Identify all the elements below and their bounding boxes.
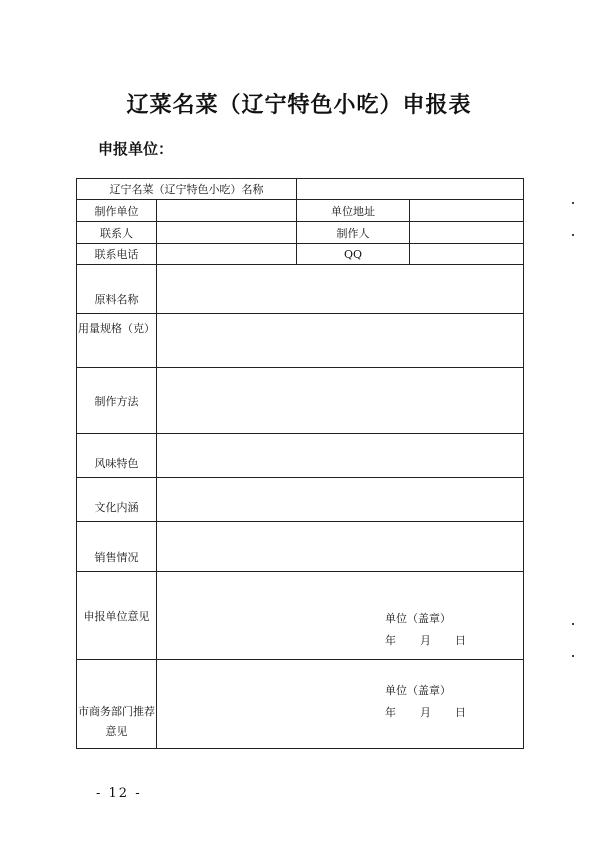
city-opinion-row	[77, 660, 524, 749]
dosage-label: 用量规格（克）	[77, 314, 157, 368]
dish-name-field[interactable]	[297, 179, 524, 200]
ingredients-row	[77, 265, 524, 314]
flavor-field[interactable]	[157, 434, 524, 478]
chef-label: 制作人	[297, 222, 410, 244]
flavor-label: 风味特色	[77, 434, 157, 478]
unit-address-field[interactable]	[410, 200, 524, 222]
city-seal-label: 单位（盖章）	[385, 684, 451, 697]
page-number: - 12 -	[96, 786, 142, 801]
culture-label: 文化内涵	[77, 478, 157, 522]
applicant-seal-label: 单位（盖章）	[385, 612, 451, 625]
city-opinion-field[interactable]	[157, 660, 524, 749]
page-title: 辽菜名菜（辽宁特色小吃）申报表	[126, 92, 472, 118]
city-seal-block	[385, 680, 466, 724]
contact-field[interactable]	[157, 222, 297, 244]
city-year-label: 年	[385, 706, 396, 719]
maker-unit-label: 制作单位	[77, 200, 157, 222]
flavor-row	[77, 434, 524, 478]
method-row	[77, 368, 524, 434]
application-form-table	[76, 178, 524, 749]
qq-field[interactable]	[410, 244, 524, 265]
applicant-date-line	[385, 630, 466, 652]
method-field[interactable]	[157, 368, 524, 434]
city-month-label: 月	[420, 706, 431, 719]
contact-row	[77, 222, 524, 244]
scan-speck	[572, 202, 574, 204]
phone-field[interactable]	[157, 244, 297, 265]
method-label: 制作方法	[77, 368, 157, 434]
scan-speck	[572, 234, 574, 236]
chef-field[interactable]	[410, 222, 524, 244]
maker-unit-field[interactable]	[157, 200, 297, 222]
applicant-unit-label: 申报单位：	[98, 140, 174, 158]
ingredients-label: 原料名称	[77, 265, 157, 314]
city-day-label: 日	[455, 706, 466, 719]
city-date-line	[385, 702, 466, 724]
dish-name-row	[77, 179, 524, 200]
dosage-row	[77, 314, 524, 368]
dish-name-label: 辽宁名菜（辽宁特色小吃）名称	[77, 179, 297, 200]
sales-label: 销售情况	[77, 522, 157, 572]
applicant-day-label: 日	[455, 634, 466, 647]
applicant-opinion-label: 申报单位意见	[77, 572, 157, 660]
applicant-seal-block	[385, 608, 466, 652]
sales-row	[77, 522, 524, 572]
dosage-field[interactable]	[157, 314, 524, 368]
applicant-year-label: 年	[385, 634, 396, 647]
ingredients-field[interactable]	[157, 265, 524, 314]
scan-speck	[572, 655, 574, 657]
unit-address-label: 单位地址	[297, 200, 410, 222]
maker-unit-row	[77, 200, 524, 222]
sales-field[interactable]	[157, 522, 524, 572]
qq-label: QQ	[297, 244, 410, 265]
scan-speck	[572, 623, 574, 625]
applicant-opinion-row	[77, 572, 524, 660]
contact-label: 联系人	[77, 222, 157, 244]
phone-row	[77, 244, 524, 265]
applicant-opinion-field[interactable]	[157, 572, 524, 660]
city-opinion-label: 市商务部门推荐意见	[77, 660, 157, 749]
culture-row	[77, 478, 524, 522]
phone-label: 联系电话	[77, 244, 157, 265]
applicant-month-label: 月	[420, 634, 431, 647]
culture-field[interactable]	[157, 478, 524, 522]
